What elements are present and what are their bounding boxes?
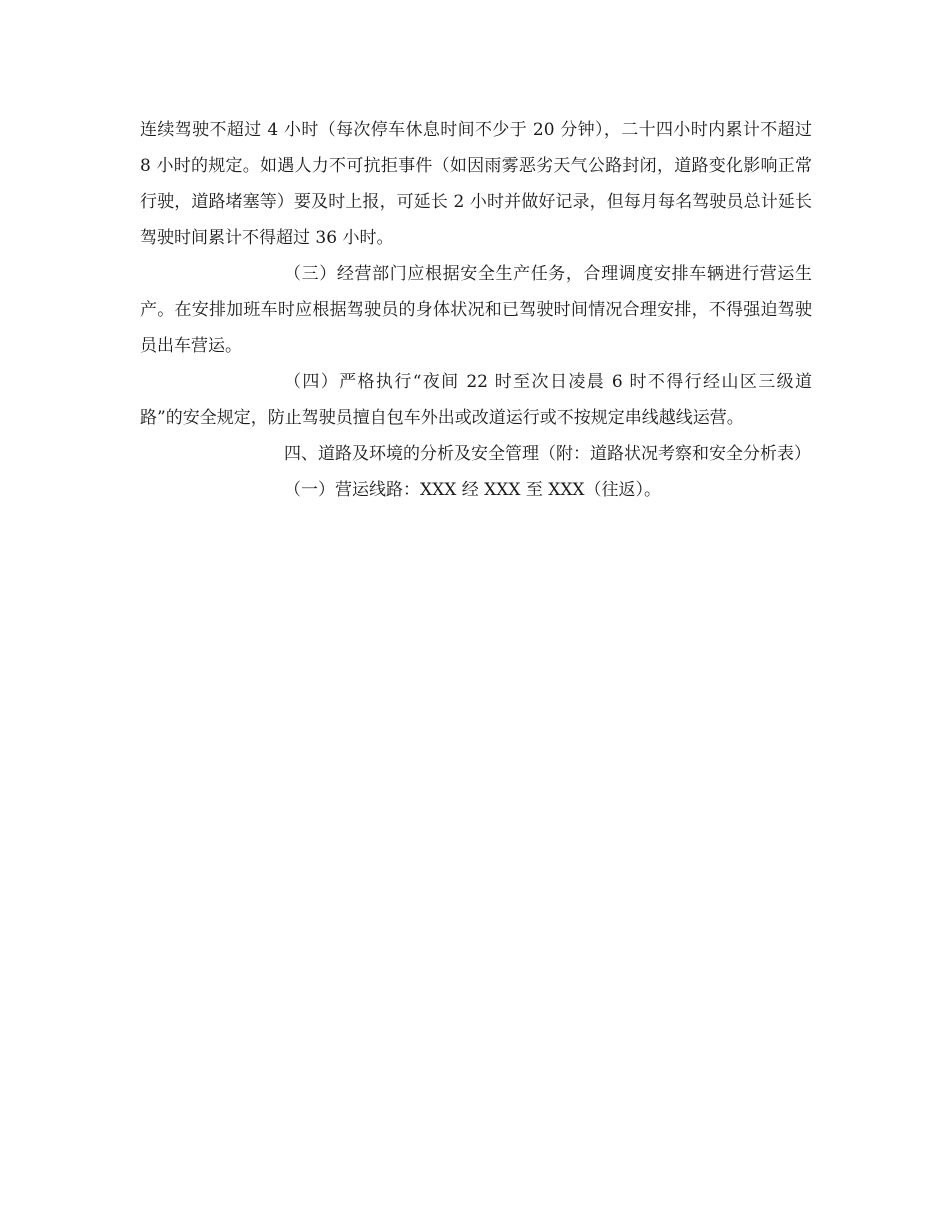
paragraph-section-3: （三）经营部门应根据安全生产任务，合理调度安排车辆进行营运生产。在安排加班车时应根据驾驶员的身体状况和已驾驶时间情况合理安排，不得强迫驾驶员出车营运。 <box>140 264 812 356</box>
paragraph-route: （一）营运线路：XXX 经 XXX 至 XXX（往返）。 <box>284 480 662 500</box>
heading-road-environment: 四、道路及环境的分析及安全管理（附：道路状况考察和安全分析表） <box>284 444 811 464</box>
paragraph-section-4: （四）严格执行“夜间 22 时至次日凌晨 6 时不得行经山区三级道路”的安全规定，防止驾驶员擅自包车外出或改道运行或不按规定串线越线运营。 <box>140 372 812 428</box>
paragraph-driving-hours: 连续驾驶不超过 4 小时（每次停车休息时间不少于 20 分钟），二十四小时内累计不超过 8 小时的规定。如遇人力不可抗拒事件（如因雨雾恶劣天气公路封闭，道路变化影响正常行驶，道路堵塞等）要及时上报，可延长 2 小时并做好记录，但每月每名驾驶员总计延长驾驶时间累计不得超过 36 小时。 <box>140 120 812 248</box>
document-body <box>140 112 812 508</box>
